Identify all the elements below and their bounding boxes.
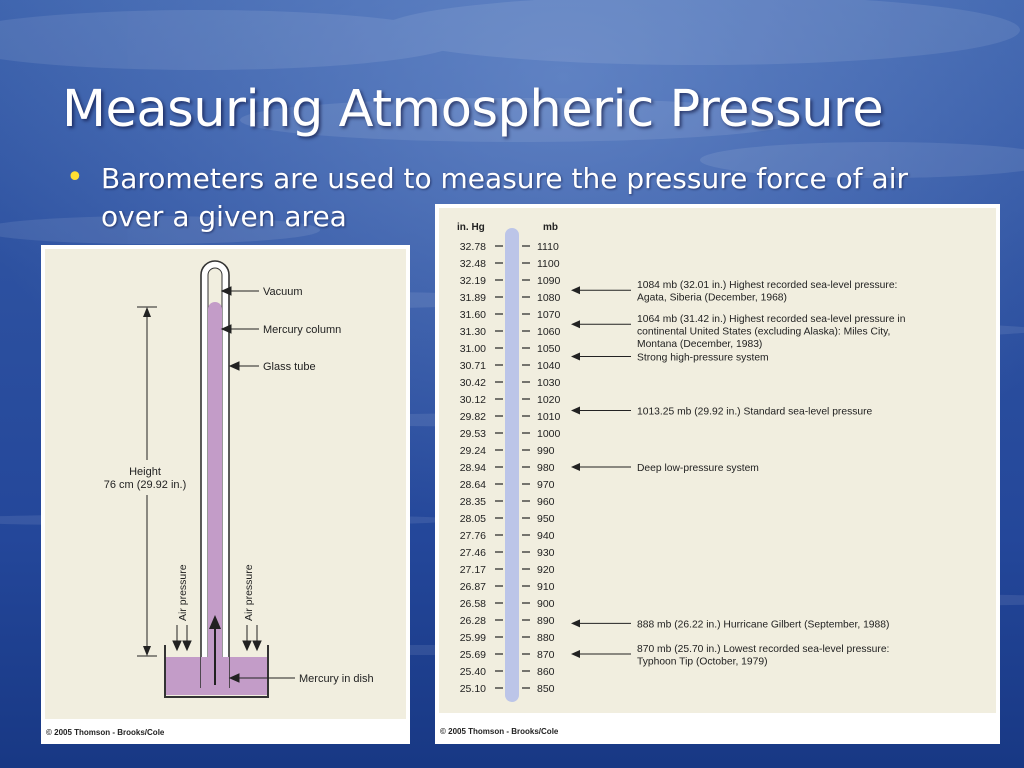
inhg-value: 25.10	[459, 683, 486, 695]
inhg-value: 29.82	[459, 411, 486, 423]
inhg-value: 31.60	[459, 309, 486, 321]
vacuum-label: Vacuum	[263, 286, 303, 298]
mb-header: mb	[543, 222, 558, 233]
inhg-value: 31.00	[459, 343, 486, 355]
annotation-text: Deep low-pressure system	[637, 463, 759, 474]
inhg-value: 30.12	[459, 394, 486, 406]
inhg-value: 26.87	[459, 581, 486, 593]
mb-value: 970	[537, 479, 555, 491]
inhg-value: 27.17	[459, 564, 486, 576]
annotation-text: Agata, Siberia (December, 1968)	[637, 292, 787, 304]
mb-value: 1050	[537, 343, 561, 355]
annotation-text: 1064 mb (31.42 in.) Highest recorded sea-level pressure in	[637, 314, 906, 326]
mb-value: 1000	[537, 428, 561, 440]
air-pressure-label-left: Air pressure	[177, 564, 189, 621]
annotation-text: 870 mb (25.70 in.) Lowest recorded sea-level pressure:	[637, 644, 890, 655]
inhg-value: 31.30	[459, 326, 486, 338]
annotation-text: Montana (December, 1983)	[637, 339, 763, 351]
bullet-dot: •	[66, 160, 84, 195]
mb-value: 1020	[537, 394, 561, 406]
inhg-value: 26.28	[459, 615, 486, 627]
mb-value: 900	[537, 598, 555, 610]
inhg-value: 27.76	[459, 530, 486, 542]
scale-copyright: © 2005 Thomson - Brooks/Cole	[440, 727, 559, 736]
bullet-text: Barometers are used to measure the pressure force of air over a given area	[101, 162, 908, 233]
slide-title: Measuring Atmospheric Pressure	[62, 80, 884, 139]
height-value: 76 cm (29.92 in.)	[103, 479, 187, 491]
inhg-value: 29.24	[459, 445, 486, 457]
barometer-diagram	[41, 245, 410, 744]
inhg-value: 28.05	[459, 513, 486, 525]
mb-value: 940	[537, 530, 555, 542]
inhg-value: 30.42	[459, 377, 486, 389]
mb-value: 910	[537, 581, 555, 593]
mb-value: 880	[537, 632, 555, 644]
mb-value: 1090	[537, 275, 561, 287]
annotation-text: 1084 mb (32.01 in.) Highest recorded sea-level pressure:	[637, 280, 898, 292]
mb-value: 1060	[537, 326, 561, 338]
air-pressure-label-right: Air pressure	[243, 564, 255, 621]
mb-value: 980	[537, 462, 555, 474]
inhg-value: 30.71	[459, 360, 486, 372]
mb-value: 1030	[537, 377, 561, 389]
height-label: Height	[129, 466, 161, 478]
mb-value: 1070	[537, 309, 561, 321]
mb-value: 1040	[537, 360, 561, 372]
mb-value: 990	[537, 445, 555, 457]
pressure-scale-diagram	[435, 204, 1000, 744]
mercury-column-label: Mercury column	[263, 324, 342, 336]
mb-value: 1110	[537, 241, 559, 253]
inhg-value: 28.35	[459, 496, 486, 508]
glass-tube-label: Glass tube	[263, 361, 316, 373]
mb-value: 870	[537, 649, 555, 661]
inhg-value: 31.89	[459, 292, 486, 304]
inhg-value: 25.99	[459, 632, 486, 644]
inhg-value: 28.94	[459, 462, 486, 474]
mb-value: 1080	[537, 292, 561, 304]
barometer-copyright: © 2005 Thomson - Brooks/Cole	[46, 728, 165, 737]
mb-value: 960	[537, 496, 555, 508]
mb-value: 1100	[537, 258, 560, 270]
mb-value: 950	[537, 513, 555, 525]
inhg-value: 26.58	[459, 598, 486, 610]
inhg-value: 29.53	[459, 428, 486, 440]
inhg-value: 32.48	[459, 258, 486, 270]
pressure-column	[505, 228, 519, 702]
inhg-value: 32.19	[459, 275, 486, 287]
annotation-text: continental United States (excluding Alaska): Miles City,	[637, 326, 891, 338]
mercury-dish-label: Mercury in dish	[299, 673, 374, 685]
inhg-value: 25.40	[459, 666, 486, 678]
inhg-header: in. Hg	[457, 222, 485, 233]
mb-value: 930	[537, 547, 555, 559]
mb-value: 1010	[537, 411, 561, 423]
mb-value: 850	[537, 683, 555, 695]
annotation-text: Typhoon Tip (October, 1979)	[637, 656, 768, 668]
inhg-value: 25.69	[459, 649, 486, 661]
inhg-value: 27.46	[459, 547, 486, 559]
annotation-text: 888 mb (26.22 in.) Hurricane Gilbert (September, 1988)	[637, 619, 890, 631]
annotation-text: Strong high-pressure system	[637, 352, 769, 364]
mb-value: 890	[537, 615, 555, 627]
inhg-value: 28.64	[459, 479, 486, 491]
inhg-value: 32.78	[459, 241, 486, 253]
annotation-text: 1013.25 mb (29.92 in.) Standard sea-level pressure	[637, 406, 873, 418]
mb-value: 920	[537, 564, 555, 576]
mb-value: 860	[537, 666, 555, 678]
